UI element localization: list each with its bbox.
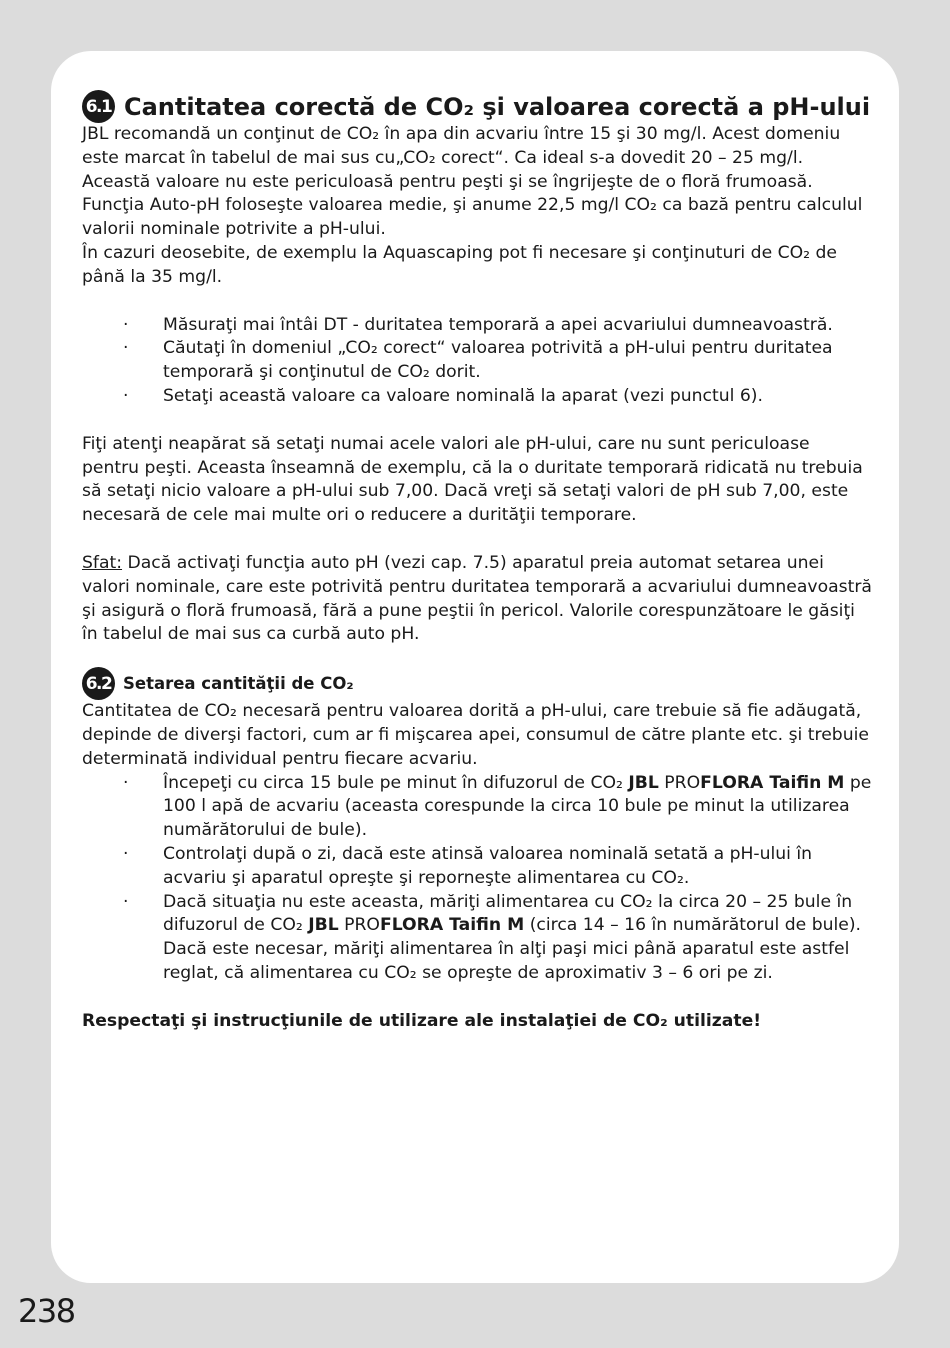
- list-item-text: Căutaţi în domeniul „CO₂ corect“ valoarea potrivită a pH-ului pentru duritatea temporară şi conţinutul de CO₂ dorit.: [163, 338, 833, 383]
- bullet-dot: ·: [123, 891, 129, 912]
- section-number-badge: 6.1: [82, 90, 115, 123]
- bullet-dot: ·: [123, 314, 129, 335]
- list-item: [82, 337, 872, 385]
- closing-note-text: Respectaţi şi instrucţiunile de utilizare ale instalaţiei de CO₂ utilizate!: [82, 1010, 762, 1031]
- paragraph: JBL recomandă un conţinut de CO₂ în apa din acvariu între 15 şi 30 mg/l. Acest domeniu este marcat în tabelul de mai sus cu„CO₂ corect“. Ca ideal s-a dovedit 20 – 25 mg/l. Această valoare nu este periculoasă pentru peşti şi se îngrijeşte de o floră frumoasă. Funcţia Auto-pH foloseşte valoarea medie, şi anume 22,5 mg/l CO₂ ca bază pentru calculul valorii nominale potrivite a pH-ului.: [82, 124, 863, 240]
- section-6-2-heading: [82, 667, 872, 700]
- paragraph: În cazuri deosebite, de exemplu la Aquascaping pot fi necesare şi conţinuturi de CO₂ de până la 35 mg/l.: [82, 242, 837, 287]
- list-item-text: Dacă situaţia nu este aceasta, măriţi alimentarea cu CO₂ la circa 20 – 25 bule în difuzorul de CO₂: [163, 891, 853, 936]
- product-name: FLORA Taifin M: [379, 915, 525, 936]
- list-item: [82, 891, 872, 986]
- product-name: FLORA Taifin M: [700, 772, 845, 793]
- section-title: Cantitatea corectă de CO₂ şi valoarea corectă a pH-ului: [124, 92, 871, 121]
- paragraph: Fiţi atenţi neapărat să setaţi numai acele valori ale pH-ului, care nu sunt periculoase pentru peşti. Aceasta înseamnă de exemplu, că la o duritate temporară ridicată nu trebuia să setaţi nicio valoare a pH-ului sub 7,00. Dacă vreţi să setaţi valori de pH sub 7,00, este necesară de cele mai multe ori o reducere a durităţii temporare.: [82, 433, 863, 526]
- bullet-dot: ·: [123, 338, 129, 359]
- brand-name: JBL: [308, 915, 339, 936]
- bullet-dot: ·: [123, 772, 129, 793]
- list-item-text: (circa 14 – 16 în numărătorul de bule). Dacă este necesar, măriţi alimentarea în alţi paşi mici până aparatul este astfel reglat, că alimentarea cu CO₂ se opreşte de aproximativ 3 – 6 ori pe zi.: [163, 915, 862, 983]
- list-item-text: Setaţi această valoare ca valoare nominală la aparat (vezi punctul 6).: [163, 385, 763, 406]
- list-item: [82, 385, 872, 409]
- section-number-badge: 6.2: [82, 667, 115, 700]
- product-prefix: PRO: [658, 772, 701, 793]
- product-prefix: PRO: [338, 915, 380, 936]
- paragraph: Cantitatea de CO₂ necesară pentru valoarea dorită a pH-ului, care trebuie să fie adăugată, depinde de diverşi factori, cum ar fi mişcarea apei, consumul de către plante etc. şi trebuie determinată individual pentru fiecare acvariu.: [82, 701, 869, 769]
- list-item-text: Controlaţi după o zi, dacă este atinsă valoarea nominală setată a pH-ului în acvariu şi aparatul opreşte şi reporneşte alimentarea cu CO₂.: [163, 843, 813, 888]
- list-item: [82, 772, 872, 843]
- brand-name: JBL: [628, 772, 659, 793]
- bullet-dot: ·: [123, 843, 129, 864]
- tip-text: Dacă activaţi funcţia auto pH (vezi cap. 7.5) aparatul preia automat setarea unei valori nominale, care este potrivită pentru duritatea temporară a acvariului dumneavoastră şi asigură o floră frumoasă, fără a pune peştii în pericol. Valorile corespunzătoare le găsiţi în tabelul de mai sus ca curbă auto pH.: [82, 552, 872, 645]
- page-number: 238: [18, 1292, 75, 1330]
- closing-note: [82, 1010, 872, 1034]
- bullet-list: [82, 772, 872, 986]
- list-item: [82, 314, 872, 338]
- list-item-text: Măsuraţi mai întâi DT - duritatea temporară a apei acvariului dumneavoastră.: [163, 314, 833, 335]
- list-item-text: pe 100 l apă de acvariu (aceasta corespunde la circa 10 bule pe minut la utilizarea numărătorului de bule).: [163, 772, 872, 841]
- list-item-text: Începeţi cu circa 15 bule pe minut în difuzorul de CO₂: [163, 772, 629, 793]
- tip-label: Sfat:: [82, 552, 123, 573]
- bullet-dot: ·: [123, 385, 129, 406]
- bullet-list: [82, 314, 872, 409]
- section-title: Setarea cantităţii de CO₂: [123, 673, 354, 693]
- document-content: [82, 90, 872, 1034]
- section-6-1-heading: [82, 90, 872, 123]
- list-item: [82, 843, 872, 891]
- tip-paragraph: [82, 552, 872, 647]
